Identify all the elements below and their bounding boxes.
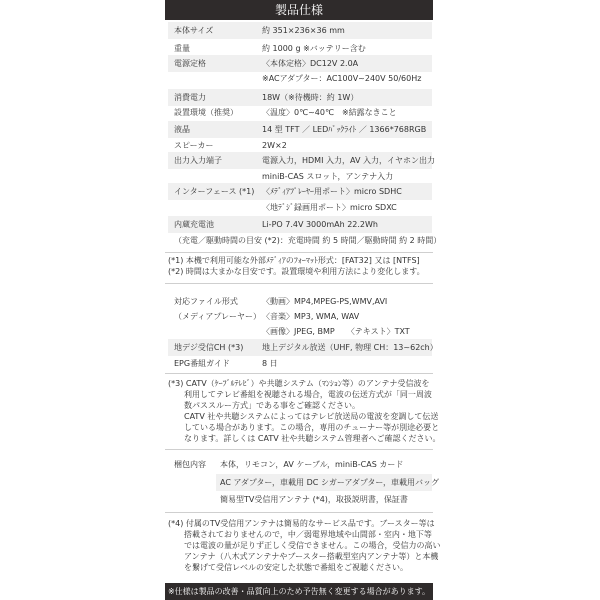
spec-label: 重量 xyxy=(174,44,190,53)
spec-row xyxy=(168,70,432,87)
spec-value: 18W（※待機時：約 1W） xyxy=(262,93,359,102)
footnote-line: している場合があります。この場合，専用のチューナー等が別途必要と xyxy=(168,423,440,432)
spec-row xyxy=(168,104,432,121)
spec-row xyxy=(168,355,432,372)
spec-row xyxy=(168,216,432,233)
spec-value: 簡易型TV受信用アンテナ (*4)，取扱説明書，保証書 xyxy=(220,495,408,504)
spec-row xyxy=(168,199,432,216)
footnote-block xyxy=(168,255,432,277)
footnote-line: (*2) 時間は大まかな目安です。設置環境や利用方法により変化します。 xyxy=(168,267,425,276)
spec-label: 出力入力端子 xyxy=(174,156,222,165)
spec-value: 8 日 xyxy=(262,359,278,368)
spec-row xyxy=(168,456,432,473)
spec-value: AC アダプター，車載用 DC シガーアダプター，車載用バッグ xyxy=(220,478,440,487)
spec-label: 電源定格 xyxy=(174,59,206,68)
spec-title: 製品仕様 xyxy=(274,3,323,17)
footnote-line: では電波の量が足りず正しく受信できません。この場合，受信力の高い xyxy=(168,541,441,550)
spec-label: スピーカー xyxy=(174,141,214,150)
spec-value: 地上デジタル放送（UHF, 物理 CH：13~62ch） xyxy=(262,343,438,352)
footnote-line: 数パススルー方式」である事をご確認ください。 xyxy=(168,401,360,410)
spec-value: 約 351×236×36 mm xyxy=(262,26,345,35)
footnote-line: なります。詳しくは CATV 社や共聴システム管理者へご確認ください。 xyxy=(168,434,441,443)
spec-value: Li-PO 7.4V 3000mAh 22.2Wh xyxy=(262,220,378,229)
spec-value: 本体，リモコン，AV ケーブル，miniB-CAS カード xyxy=(220,460,404,469)
spec-label: EPG番組ガイド xyxy=(174,359,230,368)
spec-value: ※ACアダプター：AC100V~240V 50/60Hz xyxy=(262,74,422,83)
spec-row xyxy=(168,323,432,340)
spec-row xyxy=(168,22,432,39)
spec-value: 〈画像〉JPEG, BMP 〈テキスト〉TXT xyxy=(262,327,410,336)
footnote-line: CATV 社や共聴システムによってはテレビ放送局の電波を変調して伝送 xyxy=(168,412,439,421)
spec-value: 〈地ﾃﾞｼﾞ録画用ポート〉micro SDXC xyxy=(262,203,397,212)
spec-row xyxy=(168,232,442,249)
footnote-line: (*1) 本機で利用可能な外部ﾒﾃﾞｨｱのﾌｫｰﾏｯﾄ形式：[FAT32] 又は [NTFS] xyxy=(168,256,420,265)
spec-row xyxy=(168,339,438,356)
spec-label: 消費電力 xyxy=(174,93,206,102)
spec-label: 梱包内容 xyxy=(174,460,206,469)
footer-bar xyxy=(165,583,433,600)
spec-value: 〈温度〉0℃~40℃ ※結露なきこと xyxy=(262,108,397,117)
spec-value: 〈音楽〉MP3, WMA, WAV xyxy=(262,312,360,321)
footnote-line: (*3) CATV（ｹｰﾌﾞﾙﾃﾚﾋﾞ）や共聴システム（ﾏﾝｼｮﾝ等）のアンテナ受信波を xyxy=(168,379,430,388)
spec-label: 液晶 xyxy=(174,125,190,134)
divider xyxy=(165,283,433,284)
spec-value: 〈ﾒﾃﾞｨｱﾌﾟﾚｰﾔｰ用ポート〉micro SDHC xyxy=(262,187,402,196)
divider xyxy=(165,252,433,253)
divider xyxy=(165,449,433,450)
spec-label: 設置環境（推奨） xyxy=(174,108,238,117)
spec-label: 本体サイズ xyxy=(174,26,214,35)
spec-value: 14 型 TFT ／ LEDﾊﾞｯｸﾗｲﾄ ／ 1366*768RGB xyxy=(262,125,427,134)
footnote-line: 搭載されておりませんので，中／弱電界地域や山間部・室内・地下等 xyxy=(168,530,432,539)
spec-value: miniB-CAS スロット，アンテナ入力 xyxy=(262,172,394,181)
footnote-block xyxy=(168,518,441,573)
divider xyxy=(165,373,433,374)
spec-value: 〈動画〉MP4,MPEG-PS,WMV,AVI xyxy=(262,297,388,306)
footnote-line: を繋げて受信レベルの安定した状態で番組をご視聴ください。 xyxy=(168,563,408,572)
spec-value: 2W×2 xyxy=(262,141,287,150)
spec-label: インターフェース (*1) xyxy=(174,187,255,196)
spec-row xyxy=(168,183,432,200)
spec-label: （充電／駆動時間の目安 (*2)：充電時間 約 5 時間／駆動時間 約 2 時間） xyxy=(174,236,442,245)
footnote-line: 利用してテレビ番組を視聴される場合，電波の伝送方式が「同一周波 xyxy=(168,390,432,399)
footnote-block xyxy=(168,378,441,444)
divider xyxy=(165,512,433,513)
spec-row xyxy=(168,121,432,138)
spec-row xyxy=(168,152,435,169)
spec-row xyxy=(216,474,440,491)
spec-value: 約 1000 g ※バッテリー含む xyxy=(262,44,366,53)
footnote-line: (*4) 付属のTV受信用アンテナは簡易的なサービス品です。ブースター等は xyxy=(168,519,435,528)
spec-row xyxy=(168,491,432,508)
spec-label: （メディアプレーヤー） xyxy=(174,312,262,321)
spec-value: 電源入力，HDMI 入力，AV 入力，イヤホン出力 xyxy=(262,156,435,165)
spec-label: 地デジ受信CH (*3) xyxy=(174,343,244,352)
spec-value: 〈本体定格〉DC12V 2.0A xyxy=(262,59,359,68)
spec-label: 内蔵充電池 xyxy=(174,220,214,229)
spec-label: 対応ファイル形式 xyxy=(174,297,238,306)
spec-title-bar xyxy=(165,0,433,20)
footnote-line: アンテナ（八木式アンテナやブースター搭載型室内アンテナ等）と本機 xyxy=(168,552,439,561)
footer-note: ※仕様は製品の改善・品質向上のため予告無く変更する場合があります。 xyxy=(167,587,431,596)
